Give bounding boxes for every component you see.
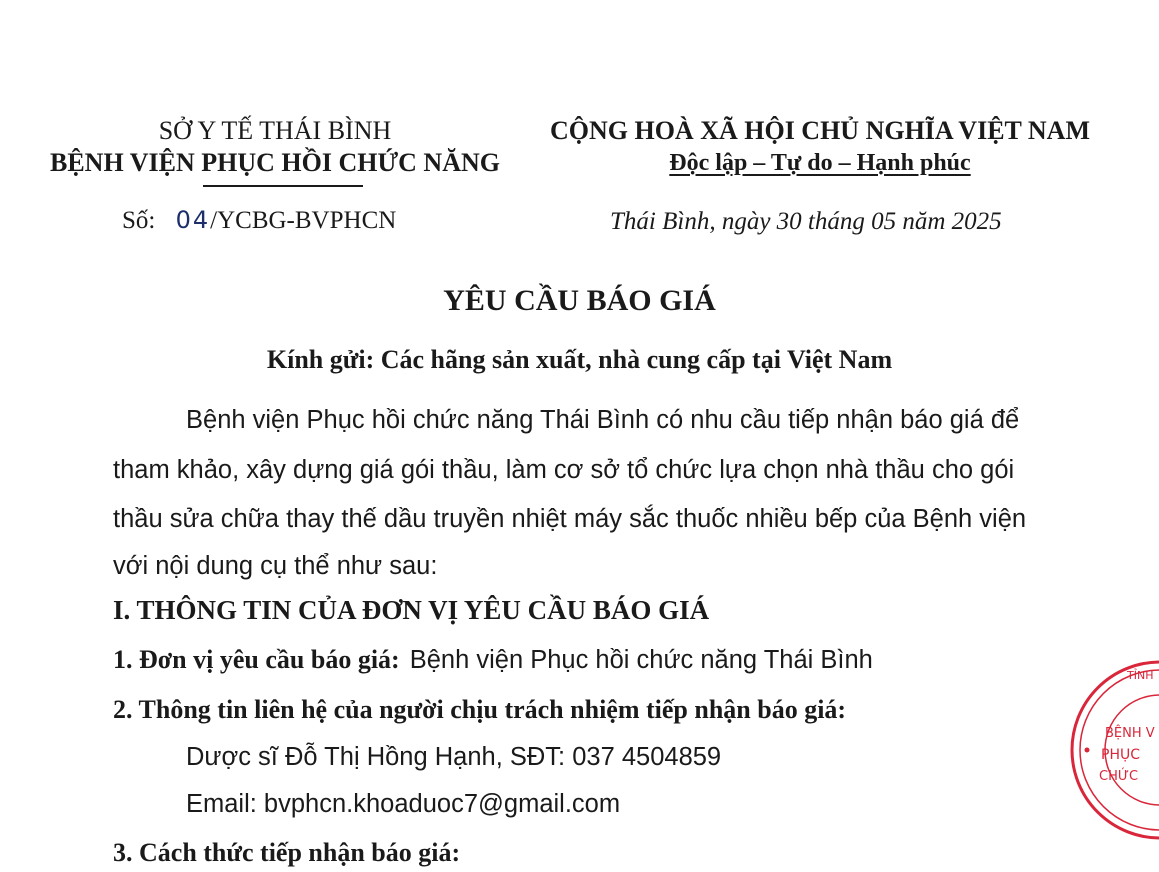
motto-text: Độc lập – Tự do – Hạnh phúc — [669, 150, 971, 176]
document-title: YÊU CẦU BÁO GIÁ — [443, 284, 716, 317]
motto — [520, 150, 1120, 177]
hospital-name-text: BỆNH VIỆN PHỤC HỒI CHỨC NĂNG — [50, 148, 500, 177]
document-number — [122, 206, 396, 235]
date-line: Thái Bình, ngày 30 tháng 05 năm 2025 — [610, 208, 1002, 235]
section-heading: I. THÔNG TIN CỦA ĐƠN VỊ YÊU CẦU BÁO GIÁ — [113, 595, 710, 625]
intro-line-1: Bệnh viện Phục hồi chức năng Thái Bình có nhu cầu tiếp nhận báo giá để — [186, 406, 1020, 434]
nation-name: CỘNG HOÀ XÃ HỘI CHỦ NGHĨA VIỆT NAM — [549, 116, 1091, 145]
doc-no-suffix: /YCBG-BVPHCN — [210, 207, 397, 234]
hospital-name — [40, 148, 510, 178]
intro-line-2: tham khảo, xây dựng giá gói thầu, làm cơ sở tổ chức lựa chọn nhà thầu cho gói — [113, 456, 1015, 484]
official-seal — [1065, 655, 1159, 845]
email-line: Email: bvphcn.khoaduoc7@gmail.com — [186, 790, 621, 818]
contact-line: Dược sĩ Đỗ Thị Hồng Hạnh, SĐT: 037 4504859 — [186, 743, 722, 771]
doc-no-handwritten: 04 — [175, 206, 211, 234]
item1-value: Bệnh viện Phục hồi chức năng Thái Bình — [409, 646, 873, 674]
addressee: Kính gửi: Các hãng sản xuất, nhà cung cấp tại Việt Nam — [266, 345, 893, 374]
hospital-name-underline — [203, 185, 363, 187]
item2-label: 2. Thông tin liên hệ của người chịu trách nhiệm tiếp nhận báo giá: — [113, 695, 847, 724]
seal-line-1: BỆNH V — [1105, 726, 1155, 741]
item3-label: 3. Cách thức tiếp nhận báo giá: — [113, 838, 461, 867]
intro-line-4: với nội dung cụ thể như sau: — [113, 552, 438, 580]
doc-no-prefix: Số: — [122, 207, 156, 234]
item1-label: 1. Đơn vị yêu cầu báo giá: — [113, 645, 400, 674]
seal-graphic — [1065, 655, 1159, 845]
seal-line-2: PHỤC — [1101, 747, 1140, 763]
seal-line-3: CHỨC — [1099, 769, 1139, 784]
item-requesting-unit — [113, 645, 873, 675]
intro-line-3: thầu sửa chữa thay thế dầu truyền nhiệt máy sắc thuốc nhiều bếp của Bệnh viện — [113, 505, 1027, 533]
seal-top-text: TỈNH — [1127, 669, 1154, 682]
agency-name: SỞ Y TẾ THÁI BÌNH — [158, 116, 392, 145]
